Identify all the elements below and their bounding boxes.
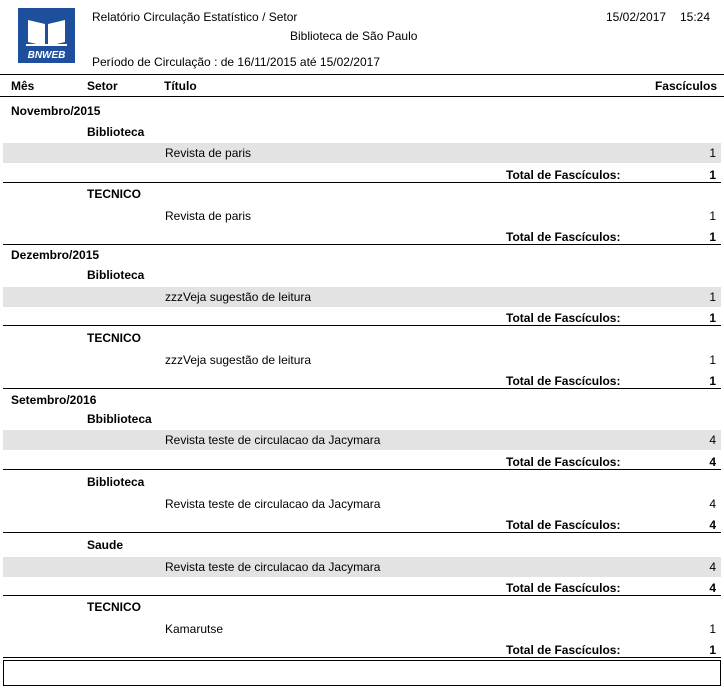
total-label: Total de Fascículos: <box>506 311 621 325</box>
report-date: 15/02/2017 <box>606 10 667 24</box>
header-rule-bottom <box>0 96 724 97</box>
sector-total <box>0 453 724 471</box>
month-heading: Setembro/2016 <box>11 393 97 407</box>
table-row <box>3 206 721 226</box>
row-title: zzzVeja sugestão de leitura <box>165 353 312 367</box>
table-row <box>3 350 721 370</box>
sector-heading: Biblioteca <box>87 268 145 282</box>
sector-total <box>0 579 724 597</box>
row-title: Revista teste de circulacao da Jacymara <box>165 433 381 447</box>
sector-total <box>0 641 724 659</box>
total-rule <box>3 182 721 183</box>
row-title: Revista de paris <box>165 146 252 160</box>
row-title: Revista de paris <box>165 209 252 223</box>
row-title: Revista teste de circulacao da Jacymara <box>165 560 381 574</box>
total-rule <box>3 325 721 326</box>
table-row <box>3 494 721 514</box>
sector-total <box>0 166 724 184</box>
total-value: 1 <box>709 168 716 182</box>
table-row <box>3 143 721 163</box>
row-count: 4 <box>709 433 716 447</box>
total-label: Total de Fascículos: <box>506 643 621 657</box>
library-name: Biblioteca de São Paulo <box>290 29 418 43</box>
row-count: 1 <box>709 353 716 367</box>
total-label: Total de Fascículos: <box>506 455 621 469</box>
sector-total <box>0 228 724 246</box>
month-heading: Dezembro/2015 <box>11 248 100 262</box>
row-count: 4 <box>709 497 716 511</box>
row-title: zzzVeja sugestão de leitura <box>165 290 312 304</box>
table-row <box>3 287 721 307</box>
bnweb-logo <box>18 8 75 63</box>
sector-heading: Biblioteca <box>87 125 145 139</box>
row-count: 1 <box>709 290 716 304</box>
total-label: Total de Fascículos: <box>506 518 621 532</box>
sector-heading: Bbiblioteca <box>87 412 152 426</box>
total-rule <box>3 244 721 245</box>
report-time: 15:24 <box>680 10 711 24</box>
table-row <box>3 619 721 639</box>
total-value: 1 <box>709 230 716 244</box>
sector-heading: TECNICO <box>87 187 141 201</box>
total-value: 1 <box>709 374 716 388</box>
report-title: Relatório Circulação Estatístico / Setor <box>92 10 298 24</box>
total-value: 4 <box>709 455 716 469</box>
row-count: 1 <box>709 209 716 223</box>
sector-total <box>0 516 724 534</box>
sector-heading: TECNICO <box>87 331 141 345</box>
row-count: 1 <box>709 622 716 636</box>
book-icon <box>18 8 75 63</box>
total-label: Total de Fascículos: <box>506 581 621 595</box>
total-label: Total de Fascículos: <box>506 374 621 388</box>
sector-heading: Biblioteca <box>87 475 145 489</box>
total-rule <box>3 469 721 470</box>
header-rule-top <box>0 74 724 75</box>
period-label: Período de Circulação : de 16/11/2015 até 15/02/2017 <box>92 55 380 69</box>
table-row <box>3 557 721 577</box>
row-title: Revista teste de circulacao da Jacymara <box>165 497 381 511</box>
footer-box <box>3 660 721 686</box>
total-rule <box>3 388 721 389</box>
total-value: 1 <box>709 643 716 657</box>
row-count: 1 <box>709 146 716 160</box>
col-month: Mês <box>11 79 35 93</box>
total-rule <box>3 595 721 596</box>
col-issues: Fascículos <box>654 79 717 93</box>
total-label: Total de Fascículos: <box>506 230 621 244</box>
total-rule <box>3 657 721 658</box>
row-count: 4 <box>709 560 716 574</box>
total-value: 4 <box>709 518 716 532</box>
month-heading: Novembro/2015 <box>11 104 101 118</box>
total-rule <box>3 532 721 533</box>
total-value: 1 <box>709 311 716 325</box>
logo-text: BNWEB <box>27 50 66 61</box>
sector-heading: TECNICO <box>87 600 141 614</box>
sector-heading: Saude <box>87 538 124 552</box>
sector-total <box>0 309 724 327</box>
row-title: Kamarutse <box>165 622 224 636</box>
sector-total <box>0 372 724 390</box>
table-row <box>3 430 721 450</box>
total-label: Total de Fascículos: <box>506 168 621 182</box>
total-value: 4 <box>709 581 716 595</box>
col-title: Título <box>164 79 197 93</box>
col-sector: Setor <box>87 79 118 93</box>
